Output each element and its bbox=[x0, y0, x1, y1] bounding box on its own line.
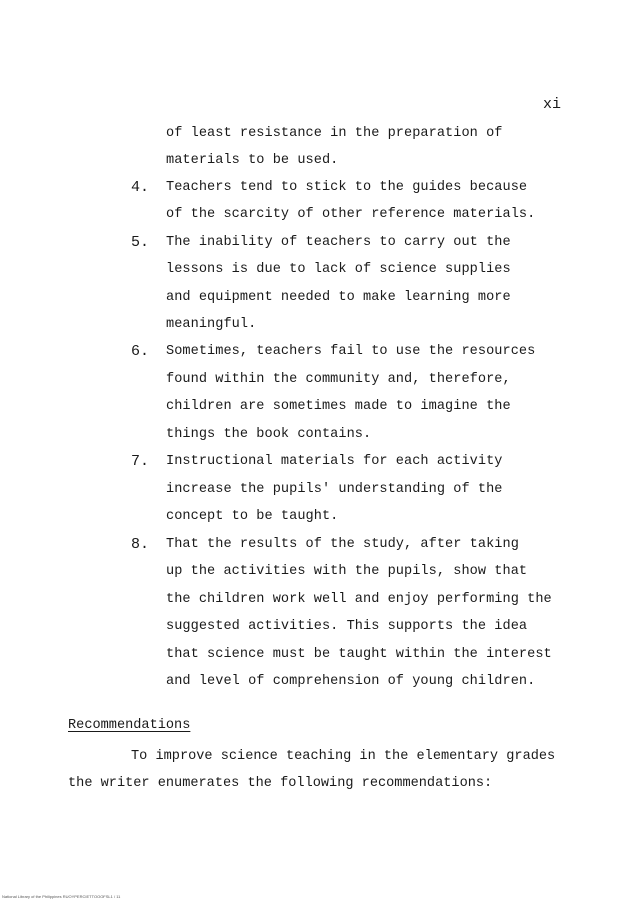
item-number: 6. bbox=[131, 343, 150, 360]
list-item-line: of the scarcity of other reference materials. bbox=[166, 207, 536, 222]
list-item-line: That the results of the study, after taking bbox=[166, 537, 519, 552]
item-number: 7. bbox=[131, 453, 150, 470]
list-item-line: lessons is due to lack of science supplies bbox=[166, 262, 511, 277]
item-number: 4. bbox=[131, 179, 150, 196]
list-item-line: children are sometimes made to imagine the bbox=[166, 399, 511, 414]
list-item-line: suggested activities. This supports the idea bbox=[166, 619, 528, 634]
list-item-line: that science must be taught within the interest bbox=[166, 647, 552, 662]
list-item-line: Instructional materials for each activity bbox=[166, 454, 503, 469]
list-item-line: and equipment needed to make learning more bbox=[166, 290, 511, 305]
list-item-line: concept to be taught. bbox=[166, 509, 339, 524]
list-item-line: found within the community and, therefore, bbox=[166, 372, 511, 387]
list-item-line: meaningful. bbox=[166, 317, 257, 332]
continuation-line: of least resistance in the preparation of bbox=[166, 126, 503, 141]
list-item-line: Teachers tend to stick to the guides because bbox=[166, 180, 528, 195]
scan-footer: National Library of the Philippines RUOYPERCIETTOOOFSL1 / 11 bbox=[2, 894, 121, 899]
list-item-line: Sometimes, teachers fail to use the resources bbox=[166, 344, 536, 359]
list-item-line: the children work well and enjoy performing the bbox=[166, 592, 552, 607]
continuation-line: materials to be used. bbox=[166, 153, 339, 168]
list-item-line: increase the pupils' understanding of the bbox=[166, 482, 503, 497]
page-number: xi bbox=[543, 96, 562, 113]
item-number: 8. bbox=[131, 536, 150, 553]
paragraph-line: To improve science teaching in the elementary grades bbox=[131, 749, 556, 764]
paragraph-line: the writer enumerates the following recommendations: bbox=[68, 776, 493, 791]
item-number: 5. bbox=[131, 234, 150, 251]
list-item-line: things the book contains. bbox=[166, 427, 372, 442]
section-heading: Recommendations bbox=[68, 718, 191, 733]
list-item-line: The inability of teachers to carry out the bbox=[166, 235, 511, 250]
list-item-line: and level of comprehension of young children. bbox=[166, 674, 536, 689]
list-item-line: up the activities with the pupils, show that bbox=[166, 564, 528, 579]
